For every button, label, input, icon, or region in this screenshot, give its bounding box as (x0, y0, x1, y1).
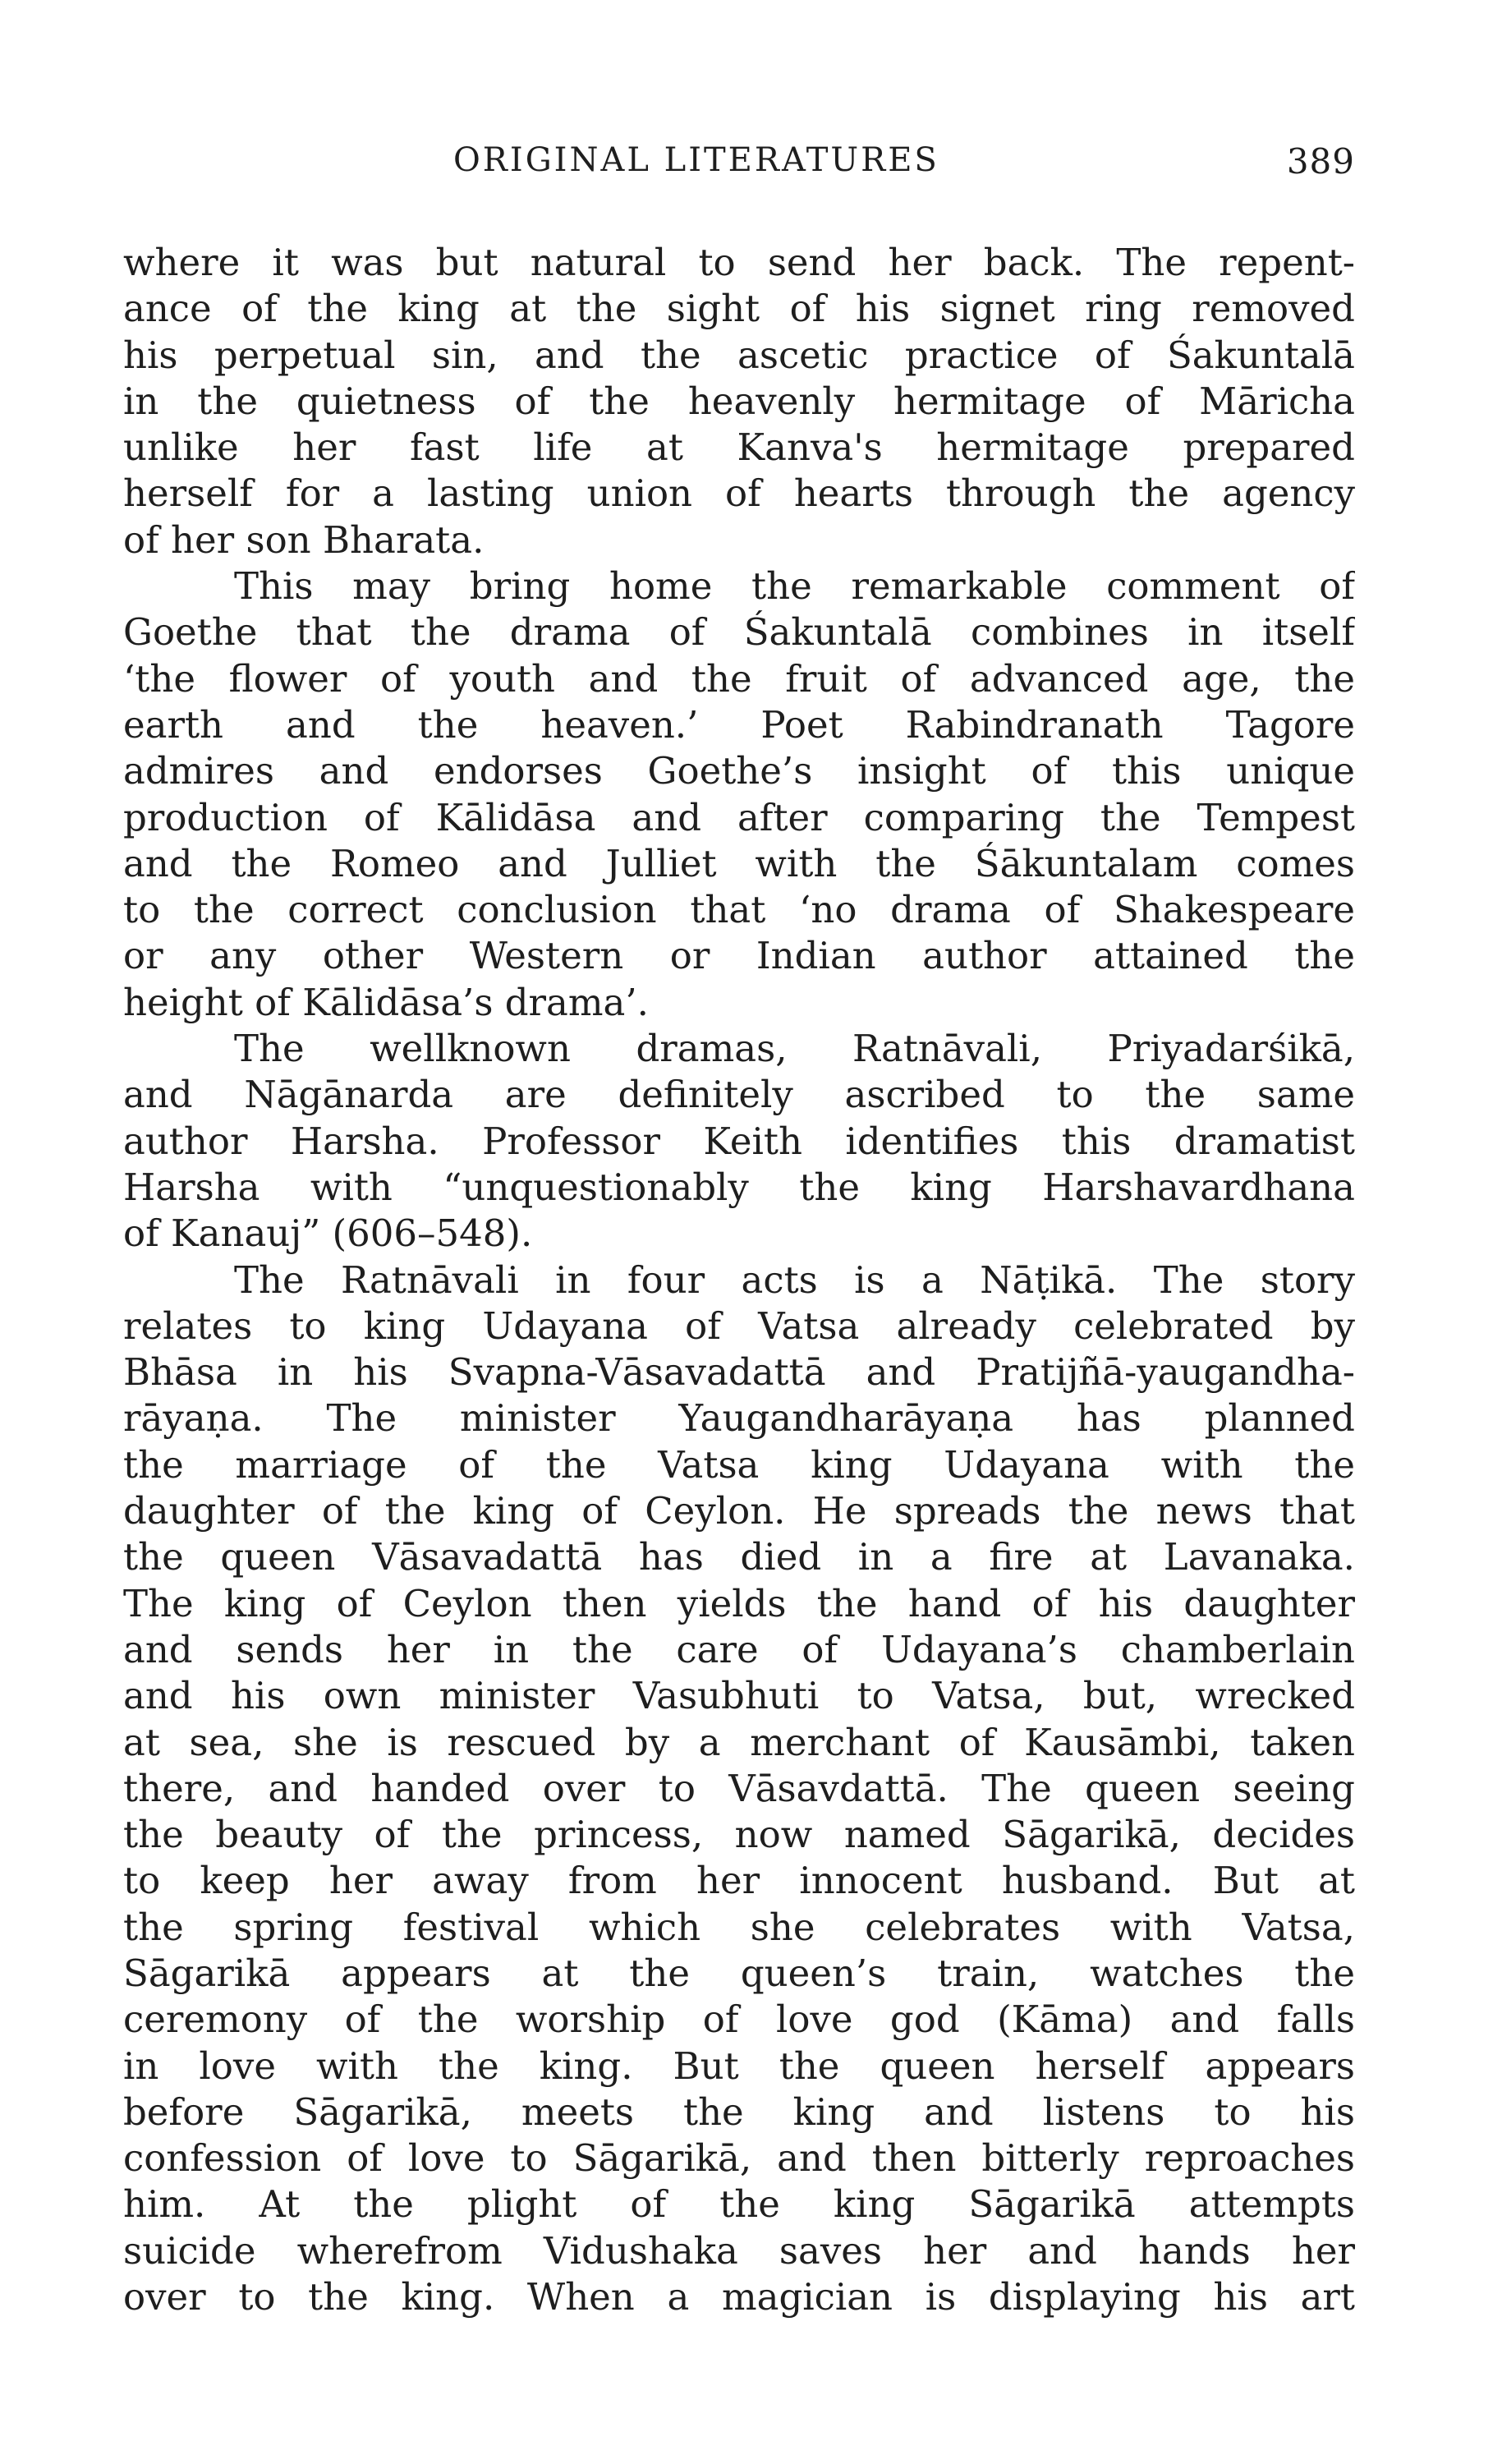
text-line: suicide wherefrom Vidushaka saves her and hands her (123, 2228, 1355, 2273)
text-line: author Harsha. Professor Keith identifies this dramatist (123, 1119, 1355, 1163)
text-line: unlike her fast life at Kanva's hermitage prepared (123, 425, 1355, 470)
text-line: The king of Ceylon then yields the hand of his daughter (123, 1581, 1355, 1625)
text-line: the queen Vāsavadattā has died in a fire at Lavanaka. (123, 1535, 1355, 1579)
text-line: ance of the king at the sight of his signet ring removed (123, 287, 1355, 331)
text-line: him. At the plight of the king Sāgarikā attempts (123, 2182, 1355, 2227)
text-line: Sāgarikā appears at the queen’s train, watches the (123, 1951, 1355, 1995)
text-line: and Nāgānarda are definitely ascribed to the same (123, 1073, 1355, 1117)
running-head (123, 141, 1355, 191)
text-line: Bhāsa in his Svapna-Vāsavadattā and Pratijñā-yaugandha- (123, 1350, 1355, 1395)
text-line: where it was but natural to send her back. The repent- (123, 241, 1355, 284)
running-title: ORIGINAL LITERATURES (453, 141, 939, 179)
text-line: admires and endorses Goethe’s insight of this unique (123, 749, 1355, 793)
text-line: to keep her away from her innocent husband. But at (123, 1859, 1355, 1903)
text-line: earth and the heaven.’ Poet Rabindranath Tagore (123, 702, 1355, 747)
text-line: production of Kālidāsa and after comparing the Tempest (123, 795, 1355, 839)
text-line: The wellknown dramas, Ratnāvali, Priyadarśikā, (234, 1027, 1355, 1071)
text-line: of her son Bharata. (123, 517, 485, 562)
text-line: in the quietness of the heavenly hermitage of Māricha (123, 379, 1355, 423)
text-line: rāyaṇa. The minister Yaugandharāyaṇa has planned (123, 1396, 1355, 1441)
text-line: Goethe that the drama of Śakuntalā combines in itself (123, 610, 1355, 655)
text-line: daughter of the king of Ceylon. He spreads the news that (123, 1489, 1355, 1533)
text-line: the spring festival which she celebrates with Vatsa, (123, 1905, 1355, 1949)
text-line: over to the king. When a magician is displaying his art (123, 2275, 1355, 2319)
text-line: there, and handed over to Vāsavdattā. The queen seeing (123, 1766, 1355, 1810)
page-number: 389 (1286, 141, 1355, 182)
text-line: The Ratnāvali in four acts is a Nāṭikā. The story (234, 1257, 1355, 1302)
text-line: Harsha with “unquestionably the king Harshavardhana (123, 1165, 1355, 1209)
text-line: before Sāgarikā, meets the king and listens to his (123, 2089, 1355, 2134)
text-line: and the Romeo and Julliet with the Śākuntalam comes (123, 841, 1355, 885)
text-line: This may bring home the remarkable comment of (234, 564, 1355, 609)
text-line: of Kanauj” (606–548). (123, 1211, 533, 1256)
text-line: the beauty of the princess, now named Sāgarikā, decides (123, 1813, 1355, 1857)
text-line: and his own minister Vasubhuti to Vatsa, but, wrecked (123, 1674, 1355, 1718)
text-line: relates to king Udayana of Vatsa already celebrated by (123, 1303, 1355, 1348)
text-line: to the correct conclusion that ‘no drama of Shakespeare (123, 888, 1355, 932)
text-line: confession of love to Sāgarikā, and then bitterly reproaches (123, 2136, 1355, 2181)
text-line: herself for a lasting union of hearts through the agency (123, 471, 1355, 516)
text-line: at sea, she is rescued by a merchant of Kausāmbi, taken (123, 1720, 1355, 1764)
body-text (123, 240, 1355, 2320)
text-line: in love with the king. But the queen herself appears (123, 2043, 1355, 2088)
text-line: and sends her in the care of Udayana’s chamberlain (123, 1627, 1355, 1671)
text-line: the marriage of the Vatsa king Udayana with the (123, 1442, 1355, 1487)
text-line: ceremony of the worship of love god (Kāma) and falls (123, 1997, 1355, 2042)
text-line: height of Kālidāsa’s drama’. (123, 980, 649, 1024)
text-line: or any other Western or Indian author attained the (123, 934, 1355, 978)
text-line: ‘the flower of youth and the fruit of advanced age, the (123, 656, 1355, 701)
text-line: his perpetual sin, and the ascetic practice of Śakuntalā (123, 333, 1355, 377)
